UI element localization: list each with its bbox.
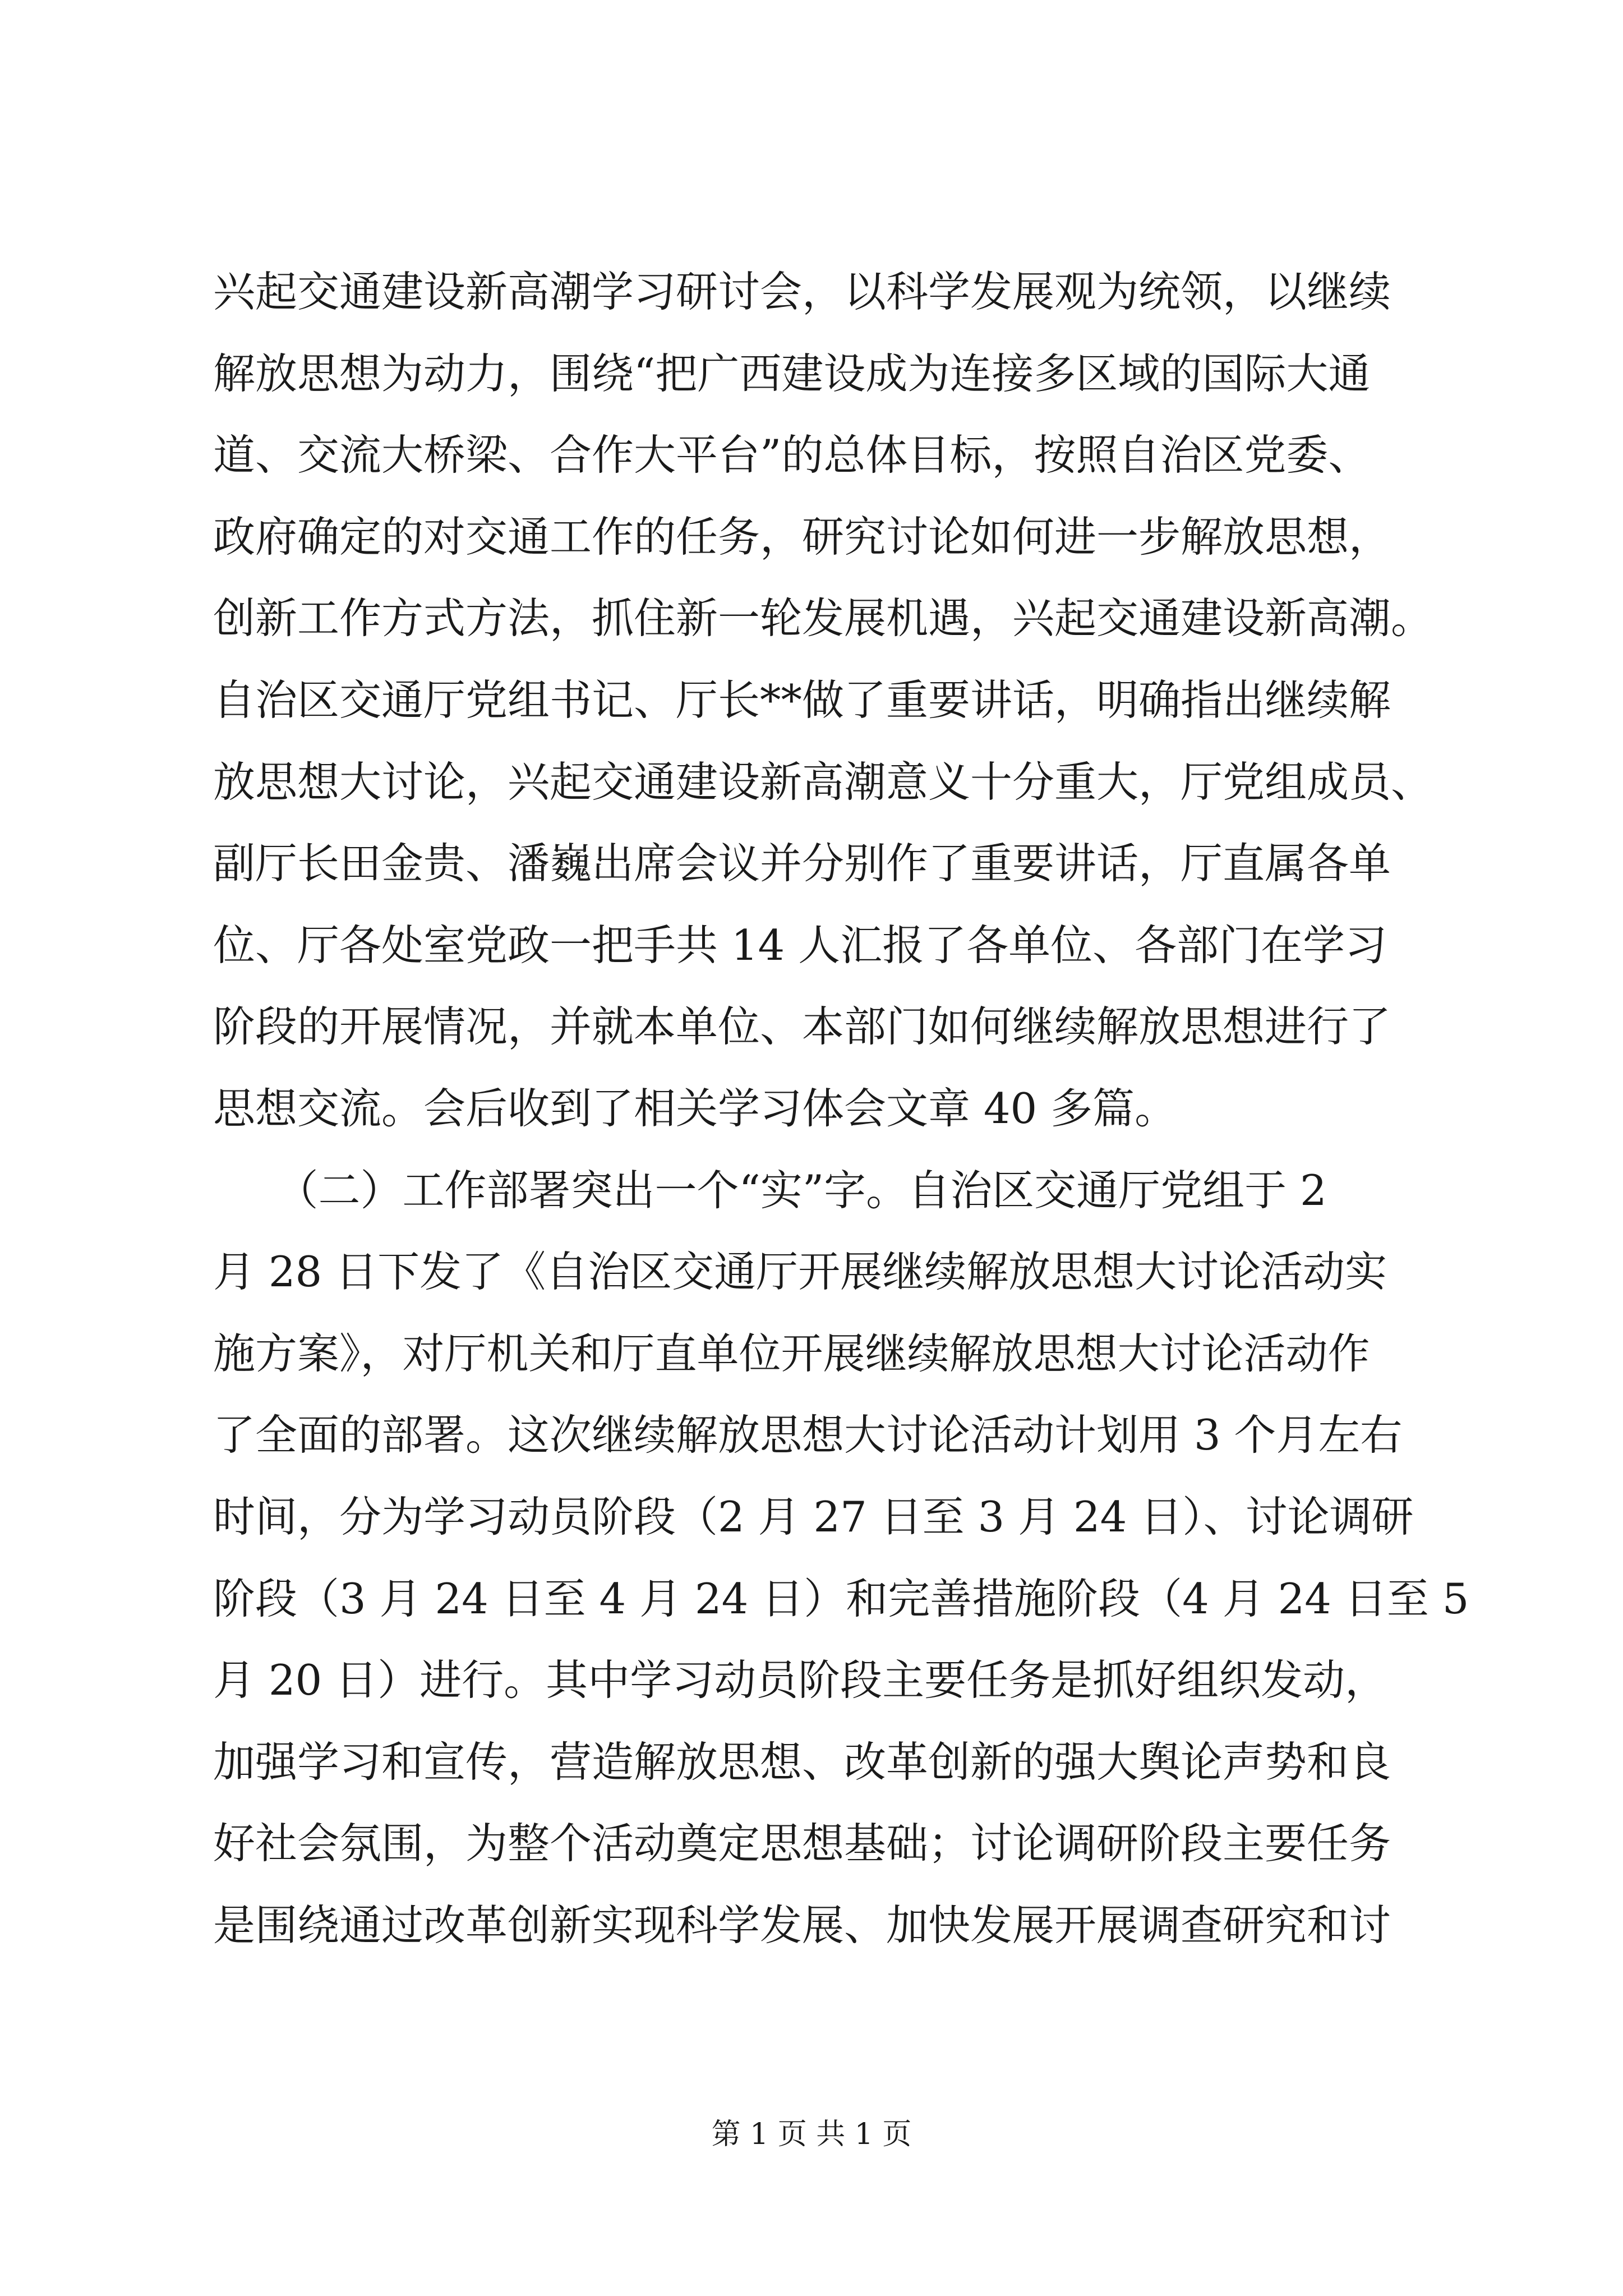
page-footer xyxy=(0,2110,1623,2152)
body-text xyxy=(213,251,1469,1966)
text-line: 道、交流大桥梁、合作大平台”的总体目标，按照自治区党委、 xyxy=(213,430,1371,480)
text-line: 解放思想为动力，围绕“把广西建设成为连接多区域的国际大通 xyxy=(213,348,1371,398)
text-line: 阶段（3 月 24 日至 4 月 24 日）和完善措施阶段（4 月 24 日至 5 xyxy=(213,1573,1469,1623)
text-line: 加强学习和宣传，营造解放思想、改革创新的强大舆论声势和良 xyxy=(213,1737,1391,1787)
text-line: 自治区交通厅党组书记、厅长**做了重要讲话，明确指出继续解 xyxy=(213,675,1391,725)
text-line: 政府确定的对交通工作的任务，研究讨论如何进一步解放思想， xyxy=(213,512,1391,562)
text-line: （二）工作部署突出一个“实”字。自治区交通厅党组于 2 xyxy=(213,1165,1327,1215)
text-line: 思想交流。会后收到了相关学习体会文章 40 多篇。 xyxy=(213,1083,1177,1133)
text-line: 副厅长田金贵、潘巍出席会议并分别作了重要讲话，厅直属各单 xyxy=(213,839,1391,889)
text-line: 好社会氛围，为整个活动奠定思想基础；讨论调研阶段主要任务 xyxy=(213,1819,1391,1869)
text-line: 月 20 日）进行。其中学习动员阶段主要任务是抓好组织发动， xyxy=(213,1655,1387,1705)
text-line: 时间，分为学习动员阶段（2 月 27 日至 3 月 24 日）、讨论调研 xyxy=(213,1492,1414,1542)
text-line: 月 28 日下发了《自治区交通厅开展继续解放思想大讨论活动实 xyxy=(213,1247,1387,1297)
text-line: 创新工作方式方法，抓住新一轮发展机遇，兴起交通建设新高潮。 xyxy=(213,593,1433,643)
page-number-label: 第 1 页 共 1 页 xyxy=(711,2118,912,2151)
text-line: 阶段的开展情况，并就本单位、本部门如何继续解放思想进行了 xyxy=(213,1002,1391,1052)
text-line: 兴起交通建设新高潮学习研讨会，以科学发展观为统领，以继续 xyxy=(213,267,1391,316)
text-line: 位、厅各处室党政一把手共 14 人汇报了各单位、各部门在学习 xyxy=(213,920,1387,970)
text-line: 是围绕通过改革创新实现科学发展、加快发展开展调查研究和讨 xyxy=(213,1900,1391,1950)
text-line: 了全面的部署。这次继续解放思想大讨论活动计划用 3 个月左右 xyxy=(213,1410,1403,1460)
text-line: 施方案》，对厅机关和厅直单位开展继续解放思想大讨论活动作 xyxy=(213,1328,1370,1378)
text-line: 放思想大讨论，兴起交通建设新高潮意义十分重大，厅党组成员、 xyxy=(213,757,1433,807)
